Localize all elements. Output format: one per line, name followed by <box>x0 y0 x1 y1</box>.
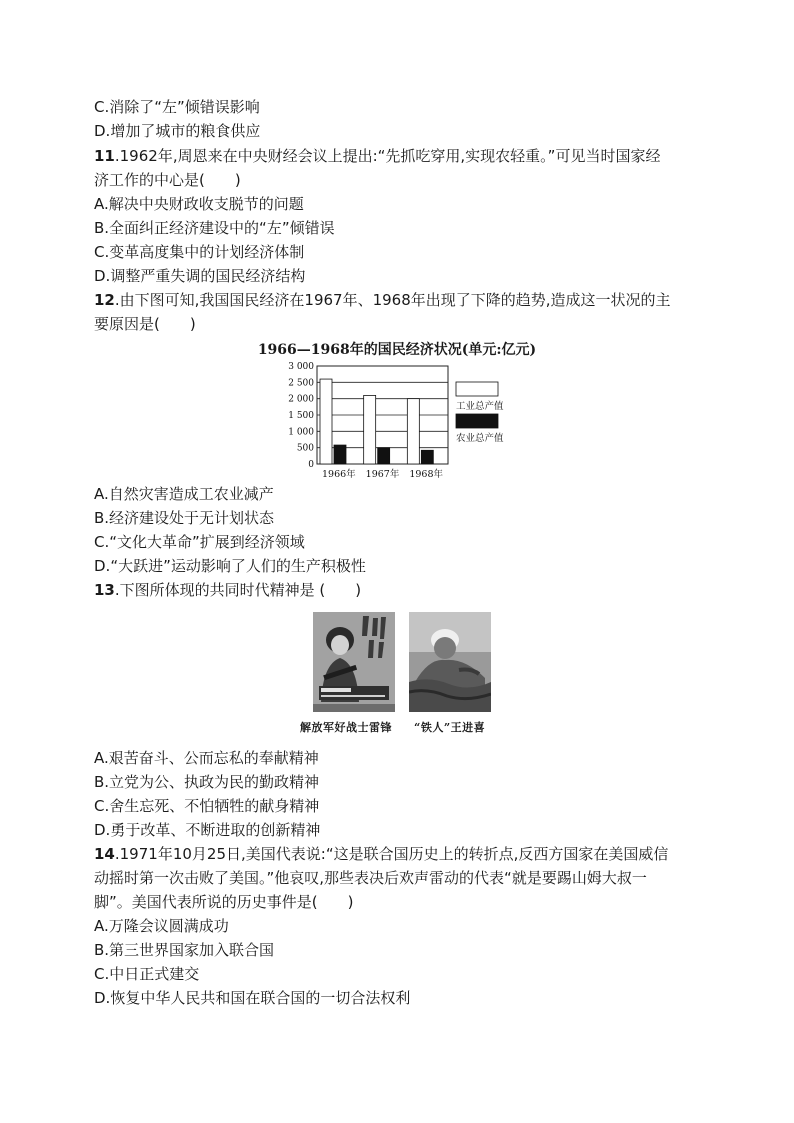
q14-option-c: C.中日正式建交 <box>94 965 200 983</box>
chart-legend-swatch <box>456 414 498 428</box>
q12-option-d: D.“大跃进”运动影响了人们的生产积极性 <box>94 557 366 575</box>
photo2-caption: “铁人”王进喜 <box>414 721 486 734</box>
chart-x-tick-label: 1967年 <box>365 469 400 480</box>
chart-bar-industry <box>407 399 419 464</box>
q13-number: 13 <box>94 581 115 599</box>
q14-stem-text: .1971年10月25日,美国代表说:“这是联合国历史上的转折点,反西方国家在美国威信 <box>114 845 669 863</box>
q11-option-a: A.解决中央财政收支脱节的问题 <box>94 195 304 213</box>
q11-stem-line2: 济工作的中心是( ) <box>94 171 241 189</box>
q11-option-b: B.全面纠正经济建设中的“左”倾错误 <box>94 219 335 237</box>
chart-legend-label: 工业总产值 <box>456 401 504 412</box>
chart-bar-industry <box>364 395 376 464</box>
chart-bars <box>320 379 433 464</box>
q11-number: 11 <box>94 147 115 165</box>
q14-option-d: D.恢复中华人民共和国在联合国的一切合法权利 <box>94 989 411 1007</box>
q14-stem-line2: 动摇时第一次击败了美国。”他哀叹,那些表决后欢声雷动的代表“就是要踢山姆大叔一 <box>94 869 647 887</box>
chart-x-tick-label: 1966年 <box>321 469 356 480</box>
q14-option-b: B.第三世界国家加入联合国 <box>94 941 275 959</box>
chart-y-tick-label: 500 <box>296 443 314 454</box>
q13-option-a: A.艰苦奋斗、公而忘私的奉献精神 <box>94 749 319 767</box>
q12-option-b: B.经济建设处于无计划状态 <box>94 509 275 527</box>
q12-number: 12 <box>94 291 115 309</box>
chart-legend-label: 农业总产值 <box>456 433 504 444</box>
chart-bar-industry <box>320 379 332 464</box>
photo1-caption: 解放军好战士雷锋 <box>300 721 392 734</box>
chart-y-tick-label: 1 000 <box>288 427 314 438</box>
q10-option-d: D.增加了城市的粮食供应 <box>94 122 261 140</box>
chart-y-tick-label: 3 000 <box>288 362 314 372</box>
chart-y-tick-labels <box>288 362 314 470</box>
q12-option-c: C.“文化大革命”扩展到经济领域 <box>94 533 305 551</box>
q11-stem-text: .1962年,周恩来在中央财经会议上提出:“先抓吃穿用,实现农轻重。”可见当时国家经 <box>114 147 661 165</box>
chart-x-tick-labels <box>322 468 444 480</box>
q14-number: 14 <box>94 845 115 863</box>
q12-stem-line1 <box>94 290 671 310</box>
q13-stem <box>94 580 361 600</box>
q11-option-c: C.变革高度集中的计划经济体制 <box>94 243 305 261</box>
wang-jinxi-photo-image <box>409 612 491 712</box>
chart-legend <box>456 382 504 444</box>
q14-stem-line1 <box>94 844 668 864</box>
q11-option-d: D.调整严重失调的国民经济结构 <box>94 267 306 285</box>
lei-feng-poster-image <box>313 612 395 712</box>
q10-option-c: C.消除了“左”倾错误影响 <box>94 98 260 116</box>
chart-legend-swatch <box>456 382 498 396</box>
q14-stem-line3: 脚”。美国代表所说的历史事件是( ) <box>94 893 354 911</box>
q13-stem-text: .下图所体现的共同时代精神是 ( ) <box>114 581 362 599</box>
q13-option-b: B.立党为公、执政为民的勤政精神 <box>94 773 320 791</box>
q13-option-d: D.勇于改革、不断进取的创新精神 <box>94 821 321 839</box>
chart-y-tick-label: 2 500 <box>288 378 314 389</box>
economy-bar-chart <box>270 360 530 485</box>
chart-x-tick-label: 1968年 <box>409 469 444 480</box>
q13-option-c: C.舍生忘死、不怕牺牲的献身精神 <box>94 797 320 815</box>
q12-stem-line2: 要原因是( ) <box>94 315 196 333</box>
chart-bar-agriculture <box>421 450 433 464</box>
chart-y-tick-label: 2 000 <box>288 394 314 405</box>
q12-option-a: A.自然灾害造成工农业减产 <box>94 485 274 503</box>
chart-title: 1966—1968年的国民经济状况(单元:亿元) <box>257 342 537 358</box>
chart-y-tick-label: 1 500 <box>288 411 314 421</box>
chart-y-tick-label: 0 <box>308 460 314 470</box>
chart-bar-agriculture <box>334 445 346 464</box>
chart-bar-agriculture <box>378 448 390 464</box>
q14-option-a: A.万隆会议圆满成功 <box>94 917 229 935</box>
q12-stem-text: .由下图可知,我国国民经济在1967年、1968年出现了下降的趋势,造成这一状况的主 <box>114 291 671 309</box>
q11-stem-line1 <box>94 146 660 166</box>
